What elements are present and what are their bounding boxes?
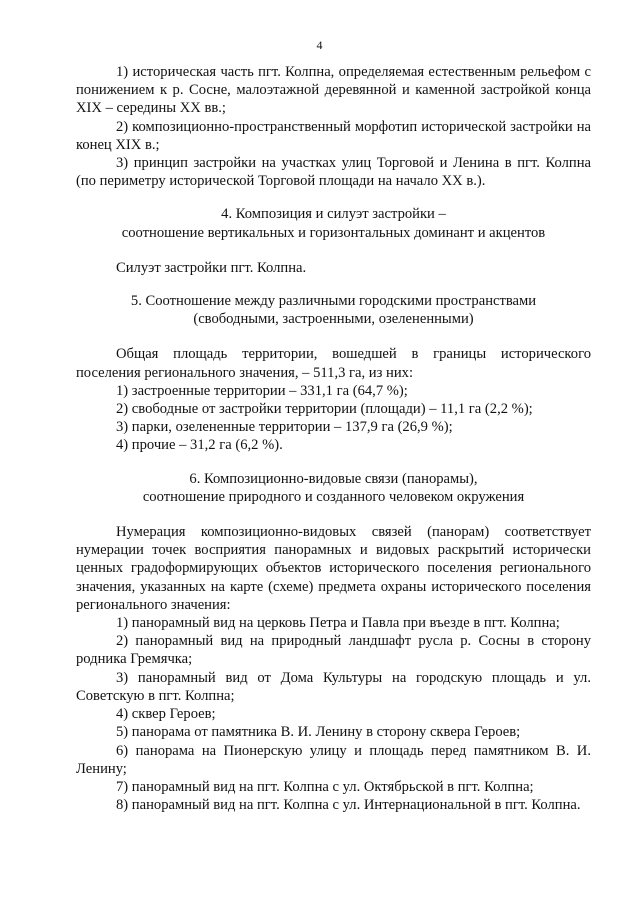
section-6-heading-line-1: 6. Композиционно-видовые связи (панорамы), [189,470,478,487]
document-body [76,63,591,814]
page-number: 4 [316,38,323,52]
section-5-heading-line-1: 5. Соотношение между различными городскими пространствами [130,293,537,310]
section-3-item-1: 1) историческая часть пгт. Колпна, определяемая естественным рельефом с понижением к р. Сосне, малоэтажной деревянной и каменной застройкой конца XIX – середины XX вв.; [76,64,591,117]
section-6-item-6: 6) панорама на Пионерскую улицу и площадь перед памятником В. И. Ленину; [76,742,591,777]
section-3-item-3: 3) принцип застройки на участках улиц Торговой и Ленина в пгт. Колпна (по периметру исторической Торговой площади на начало XX в.). [76,155,591,190]
section-5-intro: Общая площадь территории, вошедшей в границы исторического поселения регионального значения, – 511,3 га, из них: [76,346,591,381]
section-6-item-1: 1) панорамный вид на церковь Петра и Павла при въезде в пгт. Колпна; [116,615,560,632]
section-5-item-1: 1) застроенные территории – 331,1 га (64,7 %); [116,382,408,399]
section-6-item-4: 4) сквер Героев; [116,706,216,723]
section-4-text: Силуэт застройки пгт. Колпна. [116,259,307,276]
section-5-heading-line-2: (свободными, застроенными, озелененными) [193,311,474,328]
section-4-heading-line-2: соотношение вертикальных и горизонтальных доминант и акцентов [121,224,546,241]
section-6-heading-line-2: соотношение природного и созданного человеком окружения [142,488,525,505]
section-6-item-7: 7) панорамный вид на пгт. Колпна с ул. Октябрьской в пгт. Колпна; [116,778,534,795]
section-6-item-5: 5) панорама от памятника В. И. Ленину в сторону сквера Героев; [116,724,521,741]
section-6-item-2: 2) панорамный вид на природный ландшафт русла р. Сосны в сторону родника Гремячка; [76,633,591,668]
section-5-item-3: 3) парки, озелененные территории – 137,9 га (26,9 %); [116,419,453,436]
section-6-item-3: 3) панорамный вид от Дома Культуры на городскую площадь и ул. Советскую в пгт. Колпна; [76,669,591,704]
section-3-item-2: 2) композиционно-пространственный морфотип исторической застройки на конец XIX в.; [76,118,591,153]
section-5-item-2: 2) свободные от застройки территории (площади) – 11,1 га (2,2 %); [116,401,533,418]
section-6-intro: Нумерация композиционно-видовых связей (панорам) соответствует нумерации точек восприятия панорамных и видовых раскрытий исторически ценных градоформирующих объектов исторического поселения регионального значения, указанных на карте (схеме) предмета охраны исторического поселения регионального значения: [76,524,591,613]
section-6-item-8: 8) панорамный вид на пгт. Колпна с ул. Интернациональной в пгт. Колпна. [116,797,581,814]
section-5-item-4: 4) прочие – 31,2 га (6,2 %). [116,437,283,454]
section-4-heading-line-1: 4. Композиция и силуэт застройки – [221,206,446,223]
